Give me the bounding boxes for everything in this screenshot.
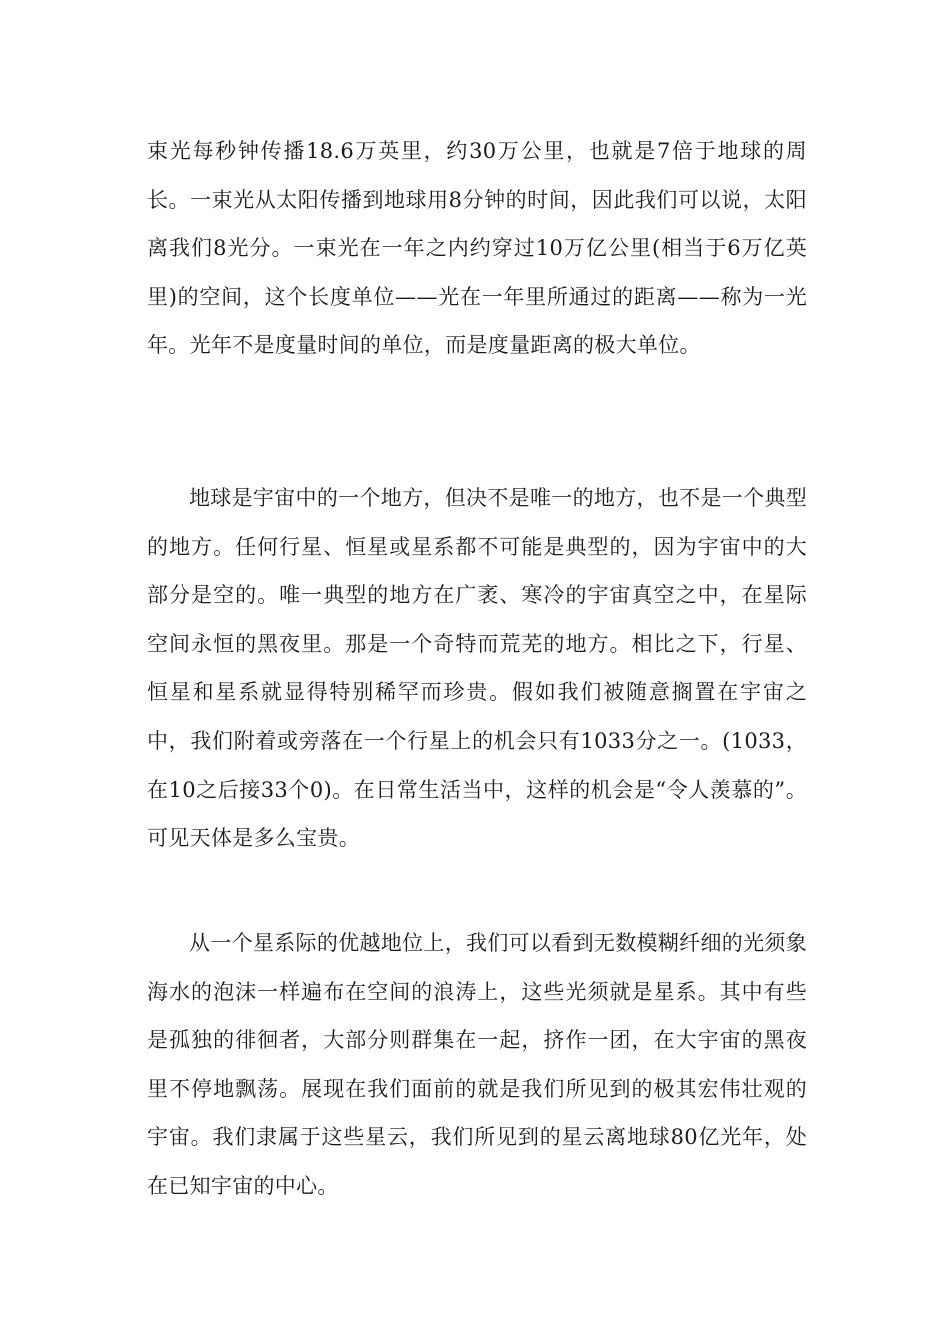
paragraph-light-year: 束光每秒钟传播18.6万英里，约30万公里，也就是7倍于地球的周长。一束光从太阳传播到地球用8分钟的时间，因此我们可以说，太阳离我们8光分。一束光在一年之内约穿过10万亿公里(相当于6万亿英里)的空间，这个长度单位——光在一年里所通过的距离——称为一光年。光年不是度量时间的单位，而是度量距离的极大单位。 bbox=[147, 139, 807, 358]
paragraph-galaxies: 从一个星系际的优越地位上，我们可以看到无数模糊纤细的光须象海水的泡沫一样遍布在空间的浪涛上，这些光须就是星系。其中有些是孤独的徘徊者，大部分则群集在一起，挤作一团，在大宇宙的黑夜里不停地飘荡。展现在我们面前的就是我们所见到的极其宏伟壮观的宇宙。我们隶属于这些星云，我们所见到的星云离地球80亿光年，处在已知宇宙的中心。 bbox=[147, 931, 807, 1198]
paragraph-earth-in-universe: 地球是宇宙中的一个地方，但决不是唯一的地方，也不是一个典型的地方。任何行星、恒星或星系都不可能是典型的，因为宇宙中的大部分是空的。唯一典型的地方在广袤、寒冷的宇宙真空之中，在星际空间永恒的黑夜里。那是一个奇特而荒芜的地方。相比之下，行星、恒星和星系就显得特别稀罕而珍贵。假如我们被随意搁置在宇宙之中，我们附着或旁落在一个行星上的机会只有1033分之一。(1033，在10之后接33个0)。在日常生活当中，这样的机会是“令人羡慕的”。可见天体是多么宝贵。 bbox=[147, 486, 807, 851]
